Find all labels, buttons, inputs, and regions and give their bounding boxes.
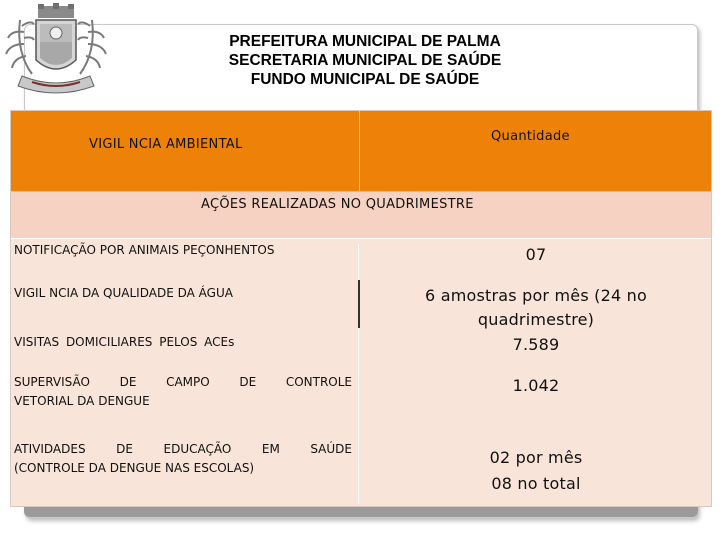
column-header-quantidade: Quantidade — [491, 129, 570, 144]
row-label-notificacao: NOTIFICAÇÃO POR ANIMAIS PEÇONHENTOS — [14, 243, 275, 257]
row-label-educacao-line2: (CONTROLE DA DENGUE NAS ESCOLAS) — [14, 461, 255, 475]
row-value-visitas: 7.589 — [512, 335, 560, 354]
municipal-coat-of-arms-icon — [2, 2, 110, 98]
row-label-qualidade-agua: VIGIL NCIA DA QUALIDADE DA ÁGUA — [14, 286, 233, 300]
column-divider-dark — [358, 280, 360, 328]
row-label-educacao-line1: ATIVIDADES DE EDUCAÇÃO EM SAÚDE — [14, 442, 352, 456]
table-header-row — [11, 111, 711, 191]
header-line-fundo: FUNDO MUNICIPAL DE SAÚDE — [250, 71, 480, 88]
row-label-visitas: VISITAS DOMICILIARES PELOS ACEs — [14, 335, 235, 349]
header-line-secretaria: SECRETARIA MUNICIPAL DE SAÚDE — [228, 52, 502, 69]
row-value-supervisao: 1.042 — [512, 376, 560, 395]
section-title: AÇÕES REALIZADAS NO QUADRIMESTRE — [201, 197, 474, 212]
row-label-supervisao-line1: SUPERVISÃO DE CAMPO DE CONTROLE — [14, 375, 352, 389]
table-header-left-cell — [11, 111, 360, 191]
row-value-qualidade-agua-line2: quadrimestre) — [477, 310, 595, 329]
row-value-educacao-line1: 02 por mês — [489, 448, 583, 467]
actions-table — [10, 110, 712, 507]
section-title-row — [11, 191, 711, 239]
row-label-supervisao-line2: VETORIAL DA DENGUE — [14, 394, 150, 408]
row-value-qualidade-agua-line1: 6 amostras por mês (24 no — [425, 286, 647, 305]
column-header-vigilancia: VIGIL NCIA AMBIENTAL — [89, 137, 243, 152]
row-value-notificacao: 07 — [525, 245, 547, 264]
header-line-prefeitura: PREFEITURA MUNICIPAL DE PALMA — [229, 33, 501, 50]
document-header — [140, 32, 590, 89]
row-value-educacao-line2: 08 no total — [491, 474, 581, 493]
